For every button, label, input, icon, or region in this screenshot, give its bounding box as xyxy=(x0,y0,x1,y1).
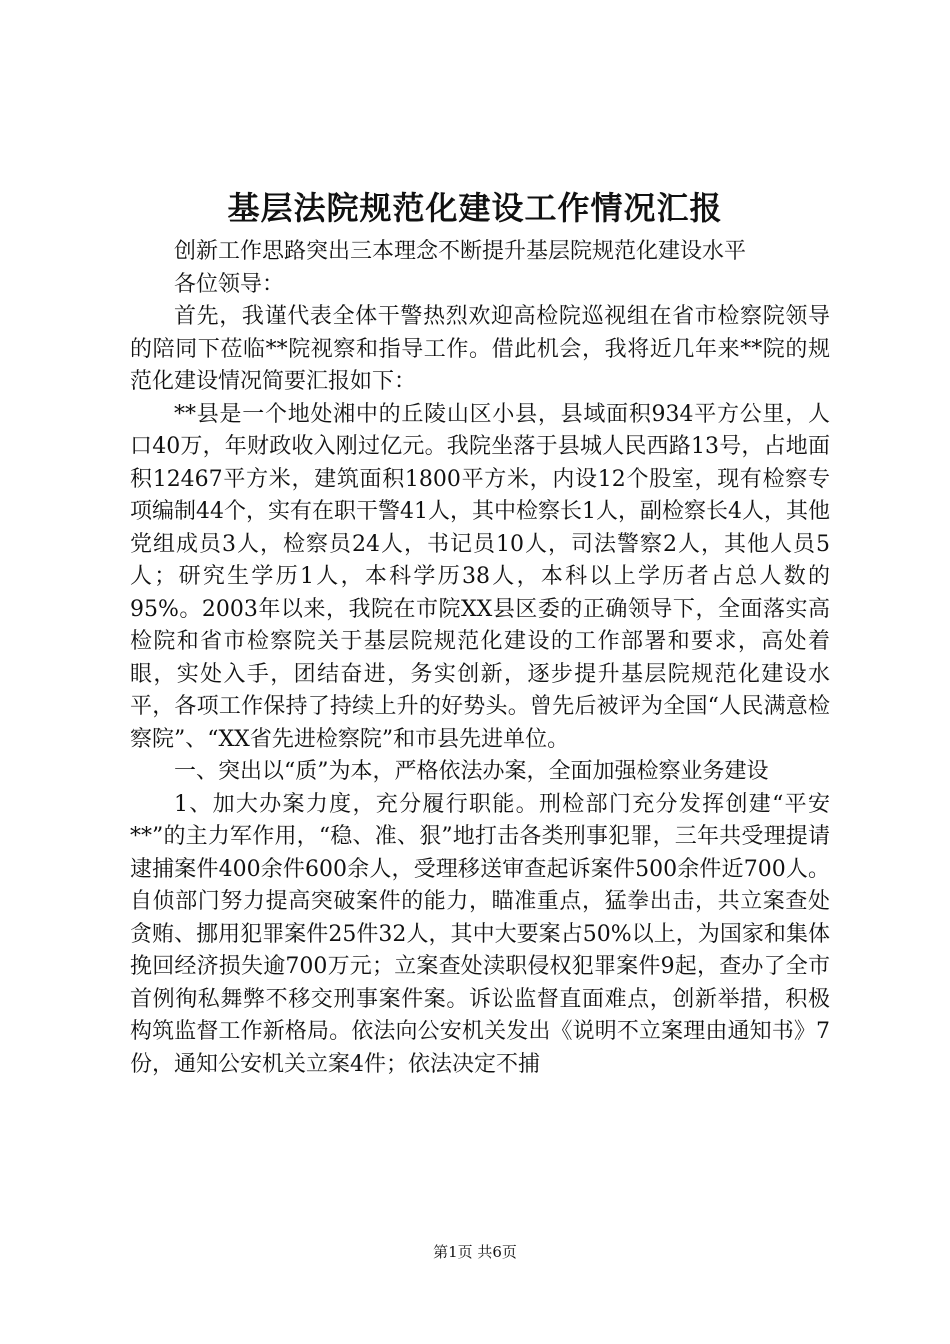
subtitle-paragraph: 创新工作思路突出三本理念不断提升基层院规范化建设水平 xyxy=(174,239,747,264)
salutation-paragraph: 各位领导： xyxy=(174,271,285,297)
overview-paragraph: **县是一个地处湘中的丘陵山区小县，县域面积934平方公里，人口40万，年财政收入刚过亿元。我院坐落于县城人民西路13号，占地面积12467平方米，建筑面积1800平方米，内设12个股室，现有检察专项编制44个，实有在职干警41人，其中检察长1人，副检察长4人，其他党组成员3人，检察员24人，书记员10人，司法警察2人，其他人员5人；研究生学历1人，本科学历38人，本科以上学历者占总人数的95%。2003年以来，我院在市院XX县区委的正确领导下，全面落实高检院和省市检察院关于基层院规范化建设的工作部署和要求，高处着眼，实处入手，团结奋进，务实创新，逐步提升基层院规范化建设水平，各项工作保持了持续上升的好势头。曾先后被评为全国“人民满意检察院”、“XX省先进检察院”和市县先进单位。 xyxy=(130,401,830,752)
intro-paragraph: 首先，我谨代表全体干警热烈欢迎高检院巡视组在省市检察院领导的陪同下莅临**院视察和指导工作。借此机会，我将近几年来**院的规范化建设情况简要汇报如下： xyxy=(130,304,830,394)
section-item-1: 1、加大办案力度，充分履行职能。刑检部门充分发挥创建“平安**”的主力军作用，“稳、准、狠”地打击各类刑事犯罪，三年共受理提请逮捕案件400余件600余人，受理移送审查起诉案件500余件近700人。自侦部门努力提高突破案件的能力，瞄准重点，猛拳出击，共立案查处贪贿、挪用犯罪案件25件32人，其中大要案占50%以上，为国家和集体挽回经济损失逾700万元；立案查处渎职侵权犯罪案件9起，查办了全市首例徇私舞弊不移交刑事案件案。诉讼监督直面难点，创新举措，积极构筑监督工作新格局。依法向公安机关发出《说明不立案理由通知书》7份，通知公安机关立案4件；依法决定不捕 xyxy=(130,791,830,1077)
document-body xyxy=(130,236,830,1081)
section-heading-1: 一、突出以“质”为本，严格依法办案，全面加强检察业务建设 xyxy=(174,759,769,784)
page-number: 第1页 共6页 xyxy=(433,1243,517,1261)
page-footer xyxy=(0,1242,950,1262)
document-title: 基层法院规范化建设工作情况汇报 xyxy=(227,189,723,227)
